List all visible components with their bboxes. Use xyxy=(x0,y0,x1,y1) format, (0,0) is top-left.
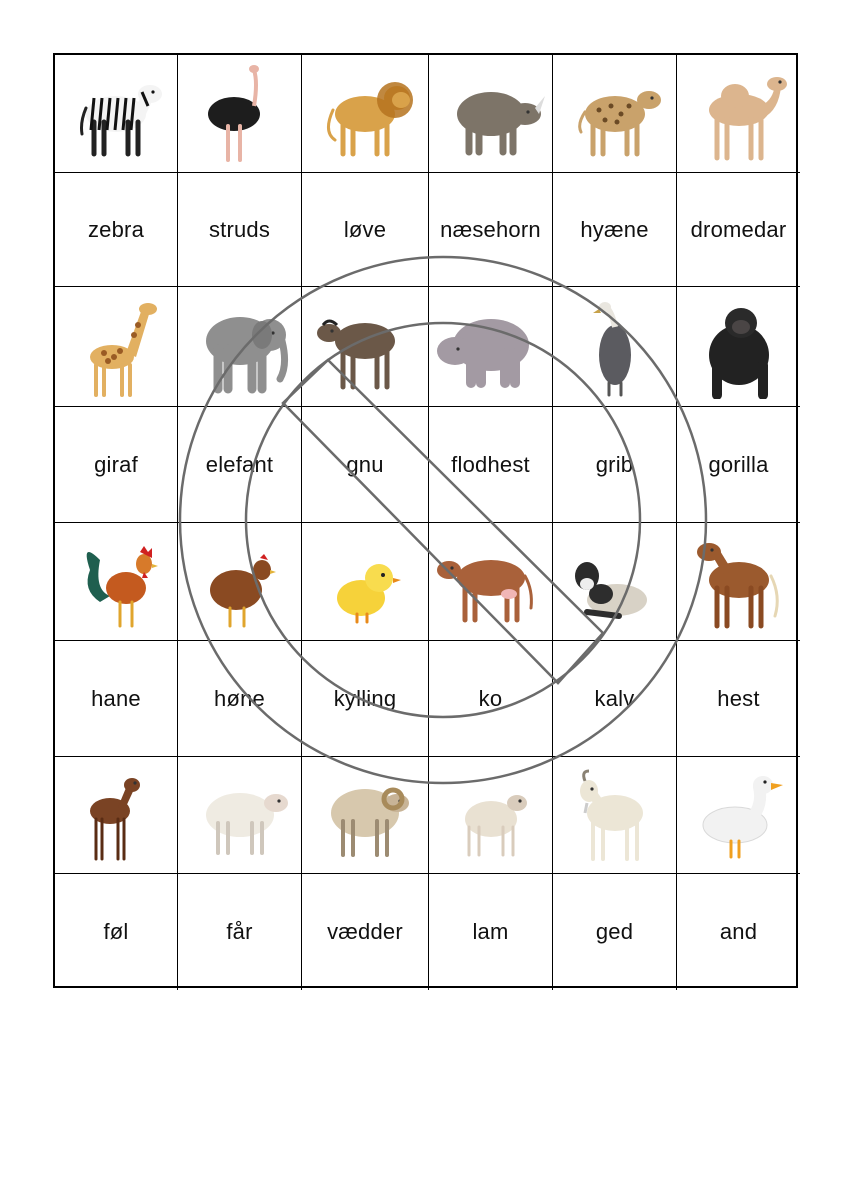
word-cell xyxy=(55,874,178,990)
word-cell xyxy=(55,407,178,523)
word-cell xyxy=(302,173,429,287)
word-cell xyxy=(178,173,302,287)
word-cell xyxy=(677,641,800,757)
word-cell xyxy=(553,173,677,287)
animal-word: høne xyxy=(214,685,265,711)
foal-icon xyxy=(60,763,172,867)
picture-cell xyxy=(302,55,429,173)
animal-vocabulary-grid xyxy=(53,53,798,988)
picture-cell xyxy=(553,757,677,874)
picture-cell xyxy=(429,55,553,173)
goat-icon xyxy=(559,763,671,867)
picture-cell xyxy=(55,55,178,173)
chick-icon xyxy=(309,530,421,634)
vulture-icon xyxy=(559,295,671,399)
picture-cell xyxy=(302,287,429,407)
picture-cell xyxy=(55,523,178,641)
word-cell xyxy=(553,874,677,990)
animal-word: løve xyxy=(343,216,387,242)
duck-icon xyxy=(683,763,795,867)
cow-icon xyxy=(435,530,547,634)
picture-cell xyxy=(429,523,553,641)
picture-cell xyxy=(677,523,800,641)
word-cell xyxy=(677,407,800,523)
lamb-icon xyxy=(435,763,547,867)
horse-icon xyxy=(683,530,795,634)
picture-cell xyxy=(178,757,302,874)
hyena-icon xyxy=(559,62,671,166)
hen-icon xyxy=(184,530,296,634)
word-cell xyxy=(178,407,302,523)
hippopotamus-icon xyxy=(435,295,547,399)
word-cell xyxy=(429,874,553,990)
picture-cell xyxy=(178,287,302,407)
picture-cell xyxy=(302,523,429,641)
animal-word: ged xyxy=(595,919,634,944)
word-cell xyxy=(429,407,553,523)
animal-word: kylling xyxy=(333,685,397,711)
gorilla-icon xyxy=(683,295,795,399)
giraffe-icon xyxy=(60,295,172,399)
animal-word: føl xyxy=(103,919,129,944)
picture-cell xyxy=(55,287,178,407)
animal-word: grib xyxy=(595,451,634,477)
animal-word: næsehorn xyxy=(440,216,541,242)
sheep-icon xyxy=(184,763,296,867)
word-cell xyxy=(553,641,677,757)
word-cell xyxy=(429,173,553,287)
animal-word: kalv xyxy=(594,685,635,711)
picture-cell xyxy=(178,55,302,173)
animal-word: and xyxy=(719,919,758,944)
word-cell xyxy=(178,641,302,757)
picture-cell xyxy=(55,757,178,874)
ram-icon xyxy=(309,763,421,867)
picture-cell xyxy=(429,287,553,407)
picture-cell xyxy=(302,757,429,874)
elephant-icon xyxy=(184,295,296,399)
picture-cell xyxy=(677,757,800,874)
animal-word: hest xyxy=(717,685,760,711)
rooster-icon xyxy=(60,530,172,634)
calf-icon xyxy=(559,530,671,634)
picture-cell xyxy=(677,287,800,407)
word-cell xyxy=(55,173,178,287)
animal-word: giraf xyxy=(94,451,138,477)
ostrich-icon xyxy=(184,62,296,166)
dromedary-icon xyxy=(683,62,795,166)
animal-word: ko xyxy=(478,685,503,711)
picture-cell xyxy=(553,523,677,641)
zebra-icon xyxy=(60,62,172,166)
word-cell xyxy=(302,874,429,990)
lion-icon xyxy=(309,62,421,166)
picture-cell xyxy=(553,287,677,407)
wildebeest-icon xyxy=(309,295,421,399)
picture-cell xyxy=(429,757,553,874)
picture-cell xyxy=(178,523,302,641)
word-cell xyxy=(302,407,429,523)
animal-word: elefant xyxy=(205,451,274,477)
picture-cell xyxy=(553,55,677,173)
animal-word: zebra xyxy=(87,216,145,242)
word-cell xyxy=(55,641,178,757)
animal-word: dromedar xyxy=(690,216,787,242)
word-cell xyxy=(677,874,800,990)
word-cell xyxy=(178,874,302,990)
picture-cell xyxy=(677,55,800,173)
animal-word: struds xyxy=(208,216,271,242)
animal-word: lam xyxy=(472,919,509,944)
animal-word: gorilla xyxy=(708,451,769,477)
animal-word: vædder xyxy=(327,919,403,944)
word-cell xyxy=(429,641,553,757)
word-cell xyxy=(677,173,800,287)
animal-word: hyæne xyxy=(580,216,649,242)
animal-word: gnu xyxy=(346,451,384,477)
animal-word: flodhest xyxy=(451,451,530,477)
animal-word: får xyxy=(226,919,253,944)
word-cell xyxy=(553,407,677,523)
animal-word: hane xyxy=(91,685,141,711)
word-cell xyxy=(302,641,429,757)
rhinoceros-icon xyxy=(435,62,547,166)
